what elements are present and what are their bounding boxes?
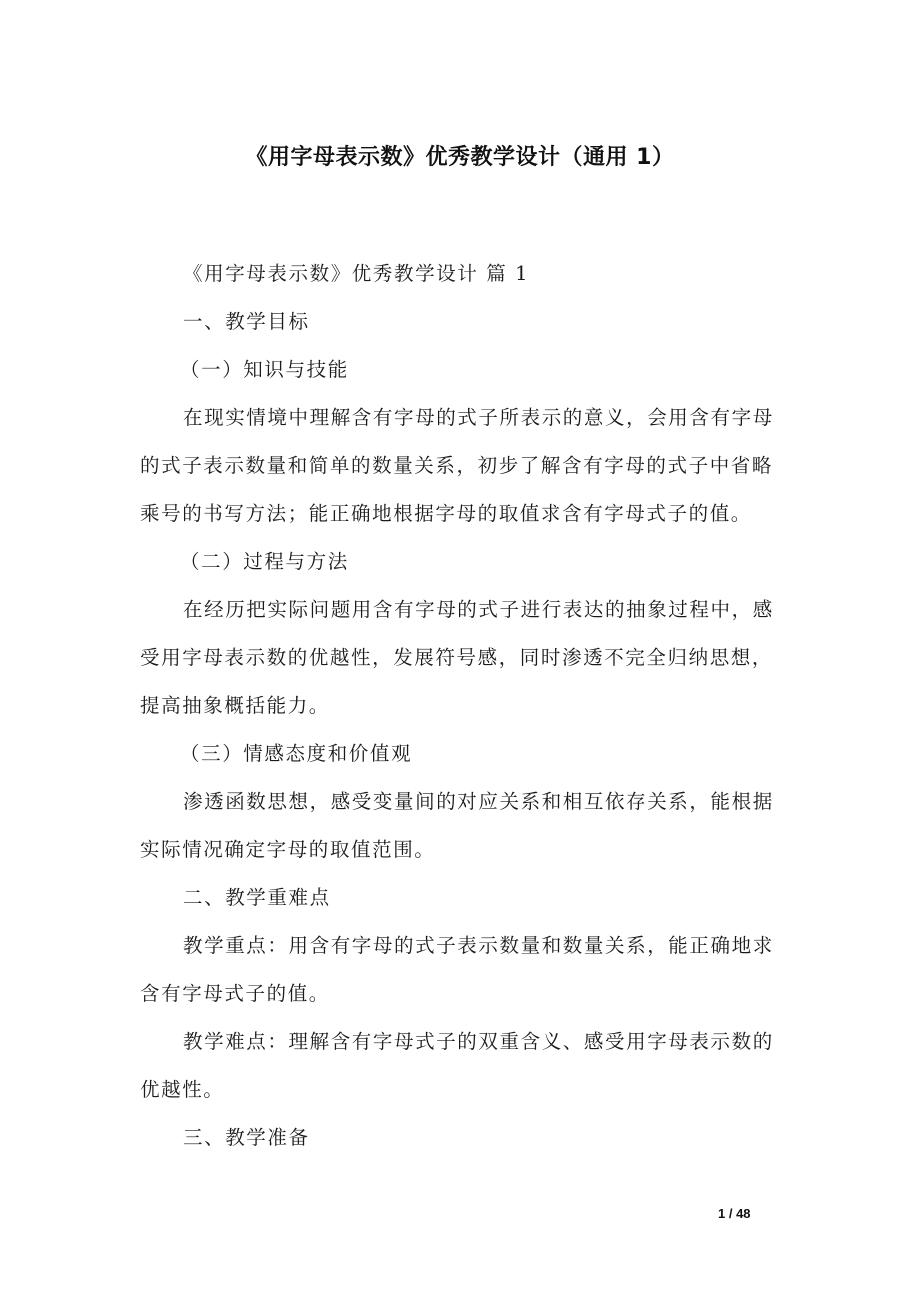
paragraph-line: 的式子表示数量和简单的数量关系，初步了解含有字母的式子中省略	[140, 454, 774, 477]
paragraph-line: 渗透函数思想，感受变量间的对应关系和相互依存关系，能根据	[183, 790, 774, 813]
page-number: 1 / 48	[718, 1206, 751, 1221]
paragraph-line: 受用字母表示数的优越性，发展符号感，同时渗透不完全归纳思想，	[140, 646, 774, 669]
section-heading-key-difficult-points: 二、教学重难点	[183, 886, 331, 909]
paragraph-line: 含有字母式子的值。	[140, 982, 330, 1005]
subsection-heading-knowledge-skills: （一）知识与技能	[180, 358, 349, 381]
document-title: 《用字母表示数》优秀教学设计（通用 1）	[245, 145, 675, 170]
paragraph-line: 乘号的书写方法；能正确地根据字母的取值求含有字母式子的值。	[140, 502, 752, 525]
paragraph-line: 在经历把实际问题用含有字母的式子进行表达的抽象过程中，感	[183, 598, 774, 621]
subsection-heading-process-methods: （二）过程与方法	[180, 550, 349, 573]
paragraph-line: 教学难点：理解含有字母式子的双重含义、感受用字母表示数的	[183, 1030, 774, 1053]
document-subtitle: 《用字母表示数》优秀教学设计 篇 1	[183, 262, 530, 285]
subsection-heading-attitudes-values: （三）情感态度和价值观	[180, 742, 413, 765]
paragraph-line: 提高抽象概括能力。	[140, 694, 330, 717]
section-heading-teaching-objectives: 一、教学目标	[183, 310, 310, 333]
paragraph-line: 优越性。	[140, 1078, 225, 1101]
paragraph-line: 在现实情境中理解含有字母的式子所表示的意义，会用含有字母	[183, 406, 774, 429]
paragraph-line: 教学重点：用含有字母的式子表示数量和数量关系，能正确地求	[183, 934, 774, 957]
paragraph-line: 实际情况确定字母的取值范围。	[140, 838, 436, 861]
section-heading-teaching-preparation: 三、教学准备	[183, 1126, 310, 1149]
